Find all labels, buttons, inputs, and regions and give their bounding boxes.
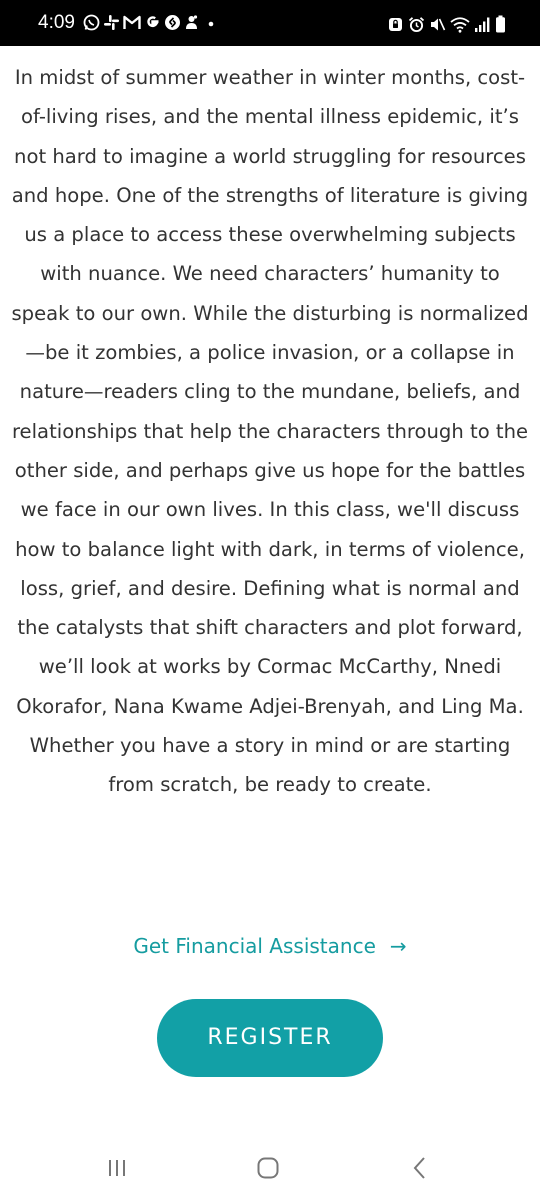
alarm-icon — [408, 16, 425, 33]
back-button[interactable] — [400, 1150, 440, 1186]
slack-icon — [103, 14, 120, 31]
financial-assistance-label: Get Financial Assistance — [133, 934, 376, 958]
status-right-icons — [387, 15, 506, 33]
back-icon — [410, 1156, 430, 1180]
course-description: In midst of summer weather in winter months, cost-of-living rises, and the mental illness epidemic, it’s not hard to imagine a world struggling for resources and hope. One of the strengths of literature is giving us a place to access these overwhelming subjects with nuance. We need characters’ humanity to speak to our own. While the disturbing is normalized—be it zombies, a police invasion, or a collapse in nature—readers cling to the mundane, beliefs, and relationships that help the characters through to the other side, and perhaps give us hope for the battles we face in our own lives. In this class, we'll discuss how to balance light with dark, in terms of violence, loss, grief, and desire. Defining what is normal and the catalysts that shift characters and plot forward, we’ll look at works by Cormac McCarthy, Nnedi Okorafor, Nana Kwame Adjei-Brenyah, and Ling Ma. Whether you have a story in mind or are starting from scratch, be ready to create. — [11, 66, 529, 797]
wifi-icon — [450, 16, 470, 33]
arrow-right-icon: → — [389, 934, 407, 958]
gmail-icon — [123, 15, 141, 30]
home-button[interactable] — [248, 1150, 288, 1186]
google-icon — [144, 14, 161, 31]
financial-assistance-link[interactable] — [0, 934, 540, 958]
navigation-bar — [0, 1138, 540, 1200]
recent-apps-icon — [106, 1158, 128, 1178]
vpn-icon — [387, 16, 404, 33]
status-left-icons — [83, 14, 216, 31]
shazam-icon — [164, 14, 181, 31]
notification-icon — [184, 14, 199, 31]
status-bar — [0, 0, 540, 46]
whatsapp-icon — [83, 14, 100, 31]
home-icon — [256, 1156, 280, 1180]
dot-icon — [202, 14, 216, 31]
status-time: 4:09 — [38, 12, 75, 33]
mute-icon — [429, 16, 446, 33]
signal-icon — [474, 16, 491, 33]
recent-apps-button[interactable] — [97, 1150, 137, 1186]
register-button[interactable]: REGISTER — [157, 999, 383, 1077]
battery-icon — [495, 15, 506, 33]
